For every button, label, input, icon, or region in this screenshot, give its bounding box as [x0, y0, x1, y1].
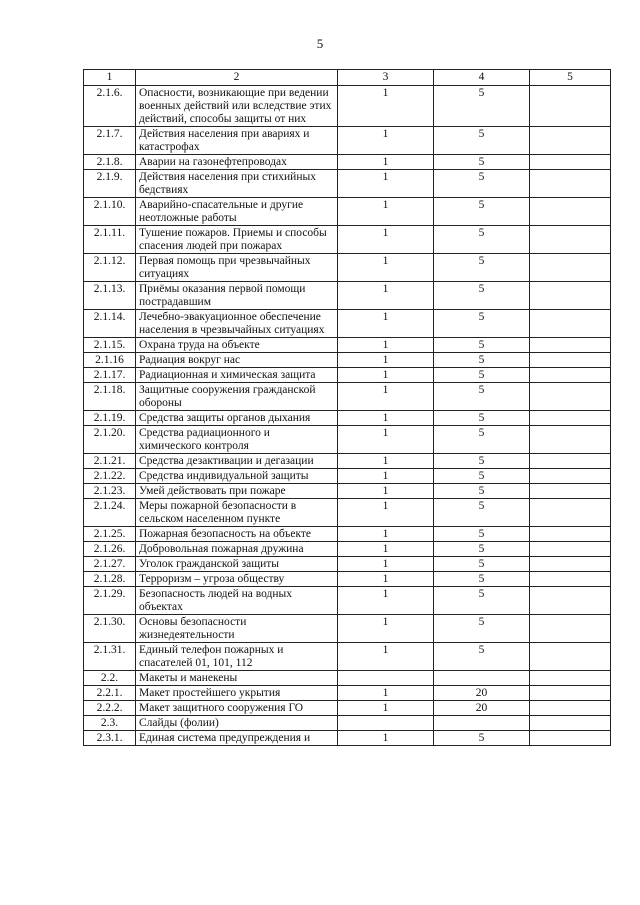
- header-col-1: 1: [84, 70, 136, 86]
- table-row: [84, 411, 611, 426]
- row-col-3: 1: [338, 643, 434, 671]
- row-col-3: 1: [338, 86, 434, 127]
- row-col-4: 5: [434, 282, 530, 310]
- row-number: 2.1.6.: [84, 86, 136, 127]
- header-col-3: 3: [338, 70, 434, 86]
- row-col-5: [530, 484, 611, 499]
- row-name: Аварийно-спасательные и другие неотложные работы: [136, 198, 338, 226]
- row-number: 2.1.20.: [84, 426, 136, 454]
- row-col-3: [338, 716, 434, 731]
- equipment-table: [83, 69, 611, 746]
- table-row: [84, 572, 611, 587]
- row-col-3: 1: [338, 254, 434, 282]
- row-name: Охрана труда на объекте: [136, 338, 338, 353]
- row-name: Макеты и манекены: [136, 671, 338, 686]
- row-col-4: 20: [434, 686, 530, 701]
- row-col-3: 1: [338, 368, 434, 383]
- row-name: Радиационная и химическая защита: [136, 368, 338, 383]
- row-col-3: 1: [338, 170, 434, 198]
- row-col-5: [530, 254, 611, 282]
- table-row: [84, 198, 611, 226]
- row-number: 2.1.25.: [84, 527, 136, 542]
- table-row: [84, 254, 611, 282]
- row-name: Аварии на газонефтепроводах: [136, 155, 338, 170]
- row-name: Средства защиты органов дыхания: [136, 411, 338, 426]
- row-col-4: 5: [434, 353, 530, 368]
- row-col-4: 5: [434, 499, 530, 527]
- row-col-5: [530, 155, 611, 170]
- row-name: Меры пожарной безопасности в сельском населенном пункте: [136, 499, 338, 527]
- row-number: 2.1.29.: [84, 587, 136, 615]
- row-name: Основы безопасности жизнедеятельности: [136, 615, 338, 643]
- row-col-5: [530, 454, 611, 469]
- row-number: 2.1.19.: [84, 411, 136, 426]
- row-number: 2.1.10.: [84, 198, 136, 226]
- row-number: 2.1.11.: [84, 226, 136, 254]
- table-row: [84, 484, 611, 499]
- row-col-4: 5: [434, 383, 530, 411]
- row-col-3: 1: [338, 411, 434, 426]
- row-col-5: [530, 310, 611, 338]
- row-col-4: 5: [434, 469, 530, 484]
- table-row: [84, 226, 611, 254]
- table-row: [84, 527, 611, 542]
- row-number: 2.1.30.: [84, 615, 136, 643]
- row-col-4: 5: [434, 170, 530, 198]
- row-col-4: 5: [434, 557, 530, 572]
- row-col-4: 5: [434, 155, 530, 170]
- table-row: [84, 499, 611, 527]
- header-col-4: 4: [434, 70, 530, 86]
- row-name: Действия населения при авариях и катастрофах: [136, 127, 338, 155]
- row-name: Макет простейшего укрытия: [136, 686, 338, 701]
- row-col-5: [530, 671, 611, 686]
- row-col-4: 5: [434, 254, 530, 282]
- row-col-5: [530, 701, 611, 716]
- row-col-3: 1: [338, 587, 434, 615]
- row-name: Единый телефон пожарных и спасателей 01, 101, 112: [136, 643, 338, 671]
- row-col-3: 1: [338, 686, 434, 701]
- table-header-row: [84, 70, 611, 86]
- row-col-4: 5: [434, 411, 530, 426]
- row-col-4: 5: [434, 454, 530, 469]
- row-col-4: 5: [434, 426, 530, 454]
- row-col-4: 5: [434, 338, 530, 353]
- row-number: 2.1.14.: [84, 310, 136, 338]
- row-col-5: [530, 198, 611, 226]
- row-col-4: 5: [434, 127, 530, 155]
- table-row: [84, 587, 611, 615]
- row-col-3: 1: [338, 557, 434, 572]
- row-col-5: [530, 368, 611, 383]
- row-col-5: [530, 411, 611, 426]
- row-col-3: 1: [338, 310, 434, 338]
- row-col-5: [530, 557, 611, 572]
- row-col-3: 1: [338, 484, 434, 499]
- table-row: [84, 127, 611, 155]
- row-col-3: 1: [338, 701, 434, 716]
- row-number: 2.3.1.: [84, 731, 136, 746]
- row-number: 2.1.31.: [84, 643, 136, 671]
- row-col-4: 20: [434, 701, 530, 716]
- row-col-3: 1: [338, 226, 434, 254]
- row-number: 2.1.8.: [84, 155, 136, 170]
- row-col-4: 5: [434, 615, 530, 643]
- row-name: Пожарная безопасность на объекте: [136, 527, 338, 542]
- row-name: Защитные сооружения гражданской обороны: [136, 383, 338, 411]
- row-col-5: [530, 587, 611, 615]
- row-col-4: 5: [434, 198, 530, 226]
- row-name: Умей действовать при пожаре: [136, 484, 338, 499]
- table-row: [84, 716, 611, 731]
- row-number: 2.1.9.: [84, 170, 136, 198]
- row-number: 2.2.1.: [84, 686, 136, 701]
- row-number: 2.1.24.: [84, 499, 136, 527]
- table-row: [84, 282, 611, 310]
- row-number: 2.1.18.: [84, 383, 136, 411]
- row-col-3: 1: [338, 338, 434, 353]
- table-row: [84, 731, 611, 746]
- row-name: Лечебно-эвакуационное обеспечение населения в чрезвычайных ситуациях: [136, 310, 338, 338]
- table-row: [84, 310, 611, 338]
- row-col-5: [530, 572, 611, 587]
- row-name: Средства индивидуальной защиты: [136, 469, 338, 484]
- row-col-3: 1: [338, 615, 434, 643]
- row-col-3: 1: [338, 353, 434, 368]
- row-col-3: 1: [338, 499, 434, 527]
- row-name: Средства радиационного и химического контроля: [136, 426, 338, 454]
- row-number: 2.1.27.: [84, 557, 136, 572]
- row-col-4: 5: [434, 542, 530, 557]
- row-number: 2.1.22.: [84, 469, 136, 484]
- row-number: 2.2.2.: [84, 701, 136, 716]
- row-col-5: [530, 383, 611, 411]
- row-col-4: 5: [434, 226, 530, 254]
- table-row: [84, 469, 611, 484]
- row-col-3: 1: [338, 469, 434, 484]
- row-col-5: [530, 542, 611, 557]
- row-col-3: [338, 671, 434, 686]
- table-row: [84, 426, 611, 454]
- row-col-4: 5: [434, 484, 530, 499]
- row-col-5: [530, 469, 611, 484]
- row-col-3: 1: [338, 198, 434, 226]
- row-col-3: 1: [338, 383, 434, 411]
- row-number: 2.1.15.: [84, 338, 136, 353]
- row-number: 2.3.: [84, 716, 136, 731]
- row-col-5: [530, 426, 611, 454]
- row-name: Действия населения при стихийных бедствиях: [136, 170, 338, 198]
- row-number: 2.1.23.: [84, 484, 136, 499]
- row-name: Средства дезактивации и дегазации: [136, 454, 338, 469]
- row-number: 2.1.16: [84, 353, 136, 368]
- row-col-3: 1: [338, 426, 434, 454]
- row-name: Первая помощь при чрезвычайных ситуациях: [136, 254, 338, 282]
- table-row: [84, 542, 611, 557]
- table-row: [84, 701, 611, 716]
- table-row: [84, 368, 611, 383]
- row-name: Добровольная пожарная дружина: [136, 542, 338, 557]
- table-row: [84, 86, 611, 127]
- row-number: 2.1.13.: [84, 282, 136, 310]
- row-col-5: [530, 86, 611, 127]
- row-number: 2.1.12.: [84, 254, 136, 282]
- row-col-3: 1: [338, 454, 434, 469]
- table-row: [84, 557, 611, 572]
- row-col-5: [530, 686, 611, 701]
- row-name: Уголок гражданской защиты: [136, 557, 338, 572]
- table-row: [84, 671, 611, 686]
- row-name: Приёмы оказания первой помощи пострадавшим: [136, 282, 338, 310]
- row-col-5: [530, 643, 611, 671]
- table-row: [84, 383, 611, 411]
- row-col-5: [530, 127, 611, 155]
- row-number: 2.1.26.: [84, 542, 136, 557]
- row-col-4: 5: [434, 527, 530, 542]
- row-col-3: 1: [338, 155, 434, 170]
- row-col-4: 5: [434, 368, 530, 383]
- row-col-4: 5: [434, 572, 530, 587]
- row-name: Опасности, возникающие при ведении военных действий или вследствие этих действий, способы защиты от них: [136, 86, 338, 127]
- row-col-5: [530, 731, 611, 746]
- row-number: 2.1.21.: [84, 454, 136, 469]
- table-row: [84, 170, 611, 198]
- table-row: [84, 155, 611, 170]
- row-col-3: 1: [338, 127, 434, 155]
- row-col-5: [530, 615, 611, 643]
- table-row: [84, 686, 611, 701]
- row-number: 2.1.28.: [84, 572, 136, 587]
- row-col-4: 5: [434, 86, 530, 127]
- row-col-3: 1: [338, 527, 434, 542]
- row-name: Радиация вокруг нас: [136, 353, 338, 368]
- row-col-4: 5: [434, 587, 530, 615]
- row-col-5: [530, 353, 611, 368]
- header-col-5: 5: [530, 70, 611, 86]
- row-col-3: 1: [338, 572, 434, 587]
- row-col-5: [530, 282, 611, 310]
- row-col-5: [530, 499, 611, 527]
- row-name: Макет защитного сооружения ГО: [136, 701, 338, 716]
- row-name: Терроризм – угроза обществу: [136, 572, 338, 587]
- row-name: Единая система предупреждения и: [136, 731, 338, 746]
- row-col-4: 5: [434, 643, 530, 671]
- row-col-5: [530, 170, 611, 198]
- page-number: 5: [316, 36, 324, 51]
- row-col-4: [434, 716, 530, 731]
- table-row: [84, 338, 611, 353]
- table-row: [84, 615, 611, 643]
- row-col-5: [530, 716, 611, 731]
- row-name: Тушение пожаров. Приемы и способы спасения людей при пожарах: [136, 226, 338, 254]
- row-col-5: [530, 527, 611, 542]
- row-name: Слайды (фолии): [136, 716, 338, 731]
- row-col-4: [434, 671, 530, 686]
- row-col-5: [530, 226, 611, 254]
- row-name: Безопасность людей на водных объектах: [136, 587, 338, 615]
- row-number: 2.1.17.: [84, 368, 136, 383]
- row-number: 2.2.: [84, 671, 136, 686]
- row-col-4: 5: [434, 310, 530, 338]
- row-col-3: 1: [338, 542, 434, 557]
- row-col-3: 1: [338, 731, 434, 746]
- header-col-2: 2: [136, 70, 338, 86]
- table-row: [84, 454, 611, 469]
- table-row: [84, 353, 611, 368]
- row-col-3: 1: [338, 282, 434, 310]
- table-row: [84, 643, 611, 671]
- row-number: 2.1.7.: [84, 127, 136, 155]
- row-col-5: [530, 338, 611, 353]
- row-col-4: 5: [434, 731, 530, 746]
